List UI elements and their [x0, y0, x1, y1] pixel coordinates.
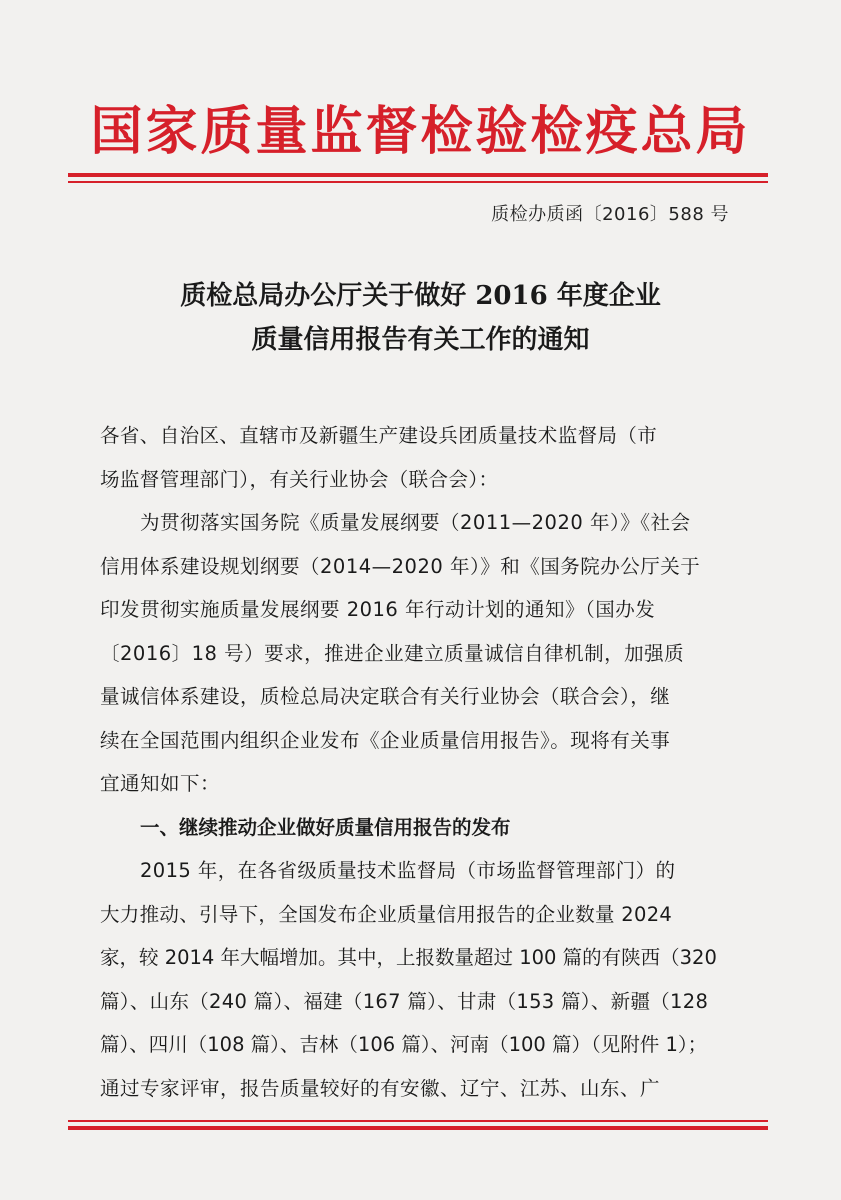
paragraph-2-line-4: 篇）、山东（240 篇）、福建（167 篇）、甘肃（153 篇）、新疆（128: [100, 990, 709, 1013]
paragraph-1-line-2: 信用体系建设规划纲要（2014—2020 年）》和《国务院办公厅关于: [100, 555, 701, 578]
paragraph-2-line-2: 大力推动、引导下，全国发布企业质量信用报告的企业数量 2024: [100, 903, 673, 926]
document-title: [0, 274, 841, 362]
paragraph-1-line-6: 续在全国范围内组织企业发布《企业质量信用报告》。现将有关事: [100, 729, 671, 752]
paragraph-2-line-5: 篇）、四川（108 篇）、吉林（106 篇）、河南（100 篇）（见附件 1）；: [100, 1033, 708, 1056]
section-1-heading: 一、继续推动企业做好质量信用报告的发布: [140, 816, 511, 839]
paragraph-1-line-5: 量诚信体系建设，质检总局决定联合有关行业协会（联合会），继: [100, 685, 671, 708]
paragraph-2-line-1: 2015 年，在各省级质量技术监督局（市场监督管理部门）的: [140, 859, 676, 882]
paragraph-2-line-6: 通过专家评审，报告质量较好的有安徽、辽宁、江苏、山东、广: [100, 1077, 661, 1100]
paragraph-1-line-1: 为贯彻落实国务院《质量发展纲要（2011—2020 年）》《社会: [140, 511, 691, 534]
letterhead-rule-thick: [68, 173, 768, 177]
footer-rule-thick: [68, 1126, 768, 1130]
letterhead-rule-thin: [68, 181, 768, 183]
paragraph-1-line-3: 印发贯彻实施质量发展纲要 2016 年行动计划的通知》（国办发: [100, 598, 656, 621]
salutation-line-2: 场监督管理部门），有关行业协会（联合会）：: [100, 468, 499, 491]
organization-letterhead: 国家质量监督检验检疫总局: [90, 101, 751, 162]
document-number: 质检办质函〔2016〕588 号: [491, 204, 729, 225]
footer-rule-thin: [68, 1120, 768, 1122]
paragraph-2-line-3: 家，较 2014 年大幅增加。其中，上报数量超过 100 篇的有陕西（320: [100, 946, 717, 969]
document-title-line-2: 质量信用报告有关工作的通知: [251, 325, 590, 355]
salutation-line-1: 各省、自治区、直辖市及新疆生产建设兵团质量技术监督局（市: [100, 424, 658, 447]
paragraph-1-line-7: 宜通知如下：: [100, 772, 221, 795]
paragraph-1-line-4: 〔2016〕18 号）要求，推进企业建立质量诚信自律机制，加强质: [100, 642, 685, 665]
document-title-line-1: 质检总局办公厅关于做好 2016 年度企业: [180, 281, 661, 311]
